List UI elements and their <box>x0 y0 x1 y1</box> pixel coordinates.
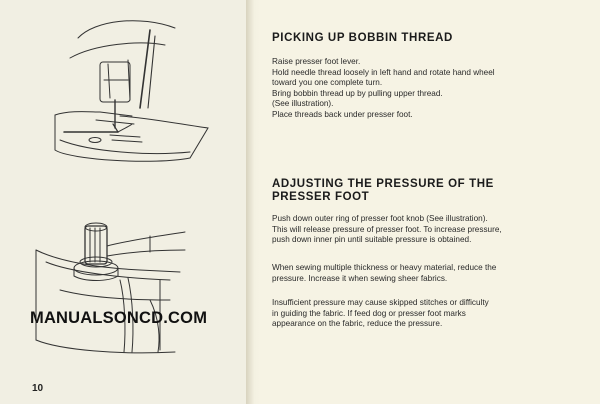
section-heading-pressure-line2: PRESSER FOOT <box>272 191 370 203</box>
pressure-paragraph-2 <box>272 263 590 284</box>
pressure-paragraph-3 <box>272 298 590 330</box>
paragraph-line: in guiding the fabric. If feed dog or presser foot marks <box>272 308 466 318</box>
section-heading-bobbin-thread: PICKING UP BOBBIN THREAD <box>272 32 453 44</box>
instruction-line: Place threads back under presser foot. <box>272 109 413 119</box>
page-gutter <box>246 0 260 404</box>
watermark-text: MANUALSONCD.COM <box>30 309 208 327</box>
paragraph-line: pressure. Increase it when sewing sheer fabrics. <box>272 273 448 283</box>
paragraph-line: Insufficient pressure may cause skipped stitches or difficulty <box>272 298 489 307</box>
pressure-paragraph-1 <box>272 214 590 246</box>
paragraph-line: Push down outer ring of presser foot knob (See illustration). <box>272 214 488 223</box>
instruction-line: Bring bobbin thread up by pulling upper thread. <box>272 88 443 98</box>
paragraph-line: When sewing multiple thickness or heavy material, reduce the <box>272 263 497 272</box>
presser-foot-knob-illustration <box>0 0 246 404</box>
paragraph-line: This will release pressure of presser foot. To increase pressure, <box>272 224 502 234</box>
paragraph-line: push down inner pin until suitable pressure is obtained. <box>272 235 472 245</box>
instruction-line: Raise presser foot lever. <box>272 57 361 66</box>
page-number: 10 <box>32 383 44 394</box>
instruction-line: toward you one complete turn. <box>272 78 383 88</box>
instruction-line: (See illustration). <box>272 99 334 109</box>
instruction-line: Hold needle thread loosely in left hand and rotate hand wheel <box>272 67 495 77</box>
section-heading-pressure-line1: ADJUSTING THE PRESSURE OF THE <box>272 178 494 190</box>
bobbin-thread-instructions <box>272 57 590 121</box>
paragraph-line: appearance on the fabric, reduce the pressure. <box>272 319 443 329</box>
